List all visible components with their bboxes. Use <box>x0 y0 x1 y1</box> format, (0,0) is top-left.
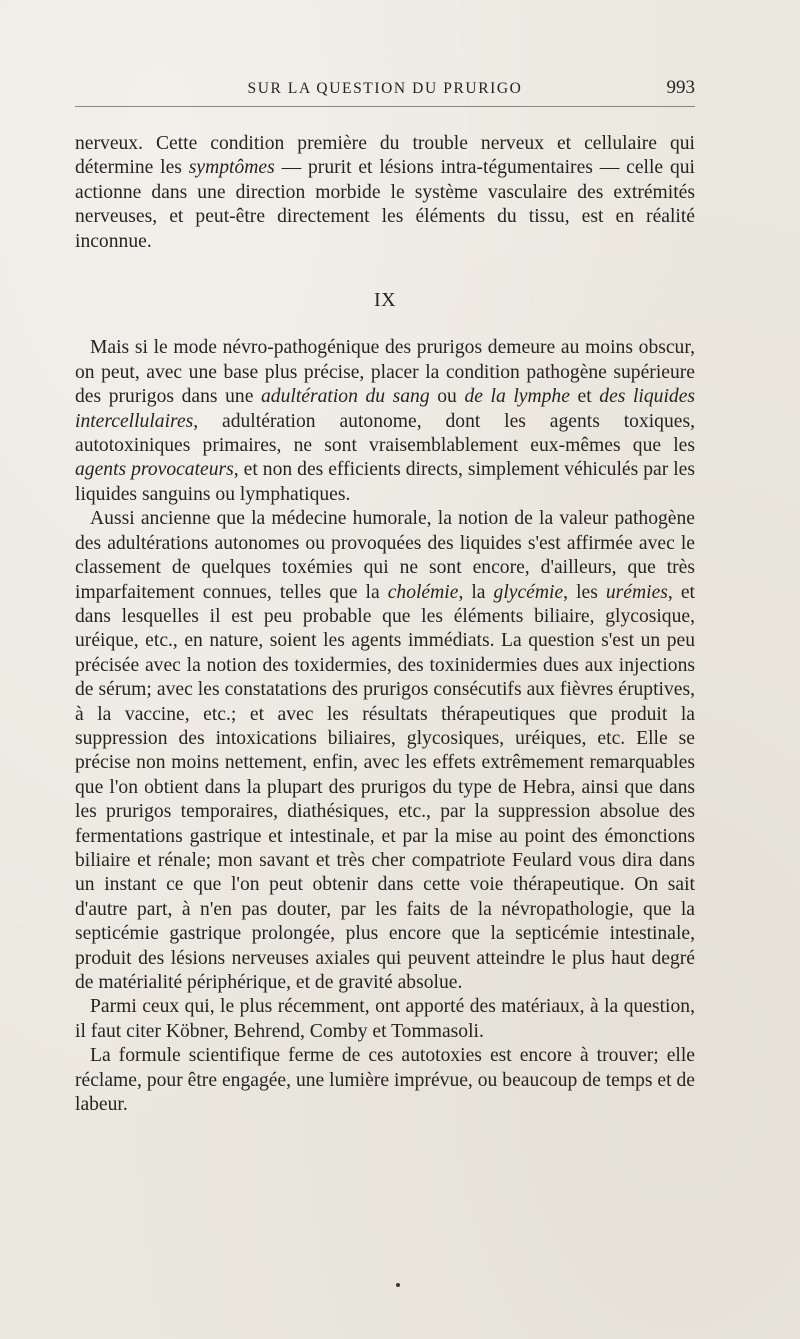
p2-italic-4: agents provocateurs <box>75 459 234 481</box>
paragraph-5: La formule scientifique ferme de ces autotoxies est encore à trouver; elle réclame, pour être engagée, une lumière imprévue, ou beaucoup de temps et de labeur. <box>75 1045 695 1116</box>
p2-text-a: Mais si le mode névro-pathogénique des prurigos demeure au moins obscur, on peut, avec une base plus précise, placer la condition pathogène supérieure des prurigos dans une <box>75 337 695 408</box>
header-rule <box>75 106 695 107</box>
p2-text-c: et <box>569 386 600 408</box>
running-title: SUR LA QUESTION DU PRURIGO <box>247 80 523 97</box>
p3-text-b: , la <box>458 581 494 603</box>
paragraph-1 <box>75 132 695 254</box>
p2-text-e: , et non des efficients directs, simplement véhiculés par les liquides sanguins ou lymphatiques. <box>75 459 695 505</box>
p3-text-d: , et dans lesquelles il est peu probable que les éléments biliaire, glycosique, uréique, etc., en nature, soient les agents immédiats. La question s'est un peu précisée avec la notion des toxidermies, des toxinidermies dues aux injections de sérum; avec les constatations des prurigos consécutifs aux fièvres éruptives, à la vaccine, etc.; et avec les résultats thérapeutiques que produit la suppression des intoxications biliaires, glycosiques, uréiques, etc. Elle se précise non moins nettement, enfin, avec les effets extrêmement remarquables que l'on obtient dans la plupart des prurigos du type de Hebra, ainsi que dans les prurigos temporaires, diathésiques, etc., par la suppression absolue des fermentations gastrique et intestinale, et par la mise au point des émonctions biliaire et rénale; mon savant et très cher compatriote Feulard vous dira dans un instant ce que l'on peut obtenir dans cette voie thérapeutique. On sait d'autre part, à n'en pas douter, par les faits de la névropathologie, que la septicémie gastrique prolongée, plus encore que la septicémie intestinale, produit des lésions nerveuses axiales qui peuvent atteindre le plus haut degré de matérialité périphérique, et de gravité absolue. <box>75 581 695 993</box>
p3-italic-uremies: urémies <box>605 581 668 603</box>
p3-text-c: , les <box>563 581 606 603</box>
p2-text-b: ou <box>429 386 465 408</box>
paragraph-2 <box>75 336 695 507</box>
page-number: 993 <box>666 77 695 98</box>
print-speck <box>396 1283 400 1287</box>
p2-italic-1: adultération du sang <box>260 386 430 408</box>
section-heading: IX <box>373 289 397 312</box>
paragraph-4: Parmi ceux qui, le plus récemment, ont apporté des matériaux, à la question, il faut citer Köbner, Behrend, Comby et Tommasoli. <box>75 996 695 1042</box>
p2-italic-2: de la lymphe <box>464 386 570 408</box>
p1-text-b: — prurit et lésions intra-tégumentaires — celle qui actionne dans une direction morbide le système vasculaire des extrémités nerveuses, et peut-être directement les éléments du tissu, est en réalité inconnue. <box>75 157 695 252</box>
p2-italic-3: des liquides intercellulaires <box>75 386 696 432</box>
p1-text-a: nerveux. Cette condition première du trouble nerveux et cellulaire qui détermine les <box>75 133 695 179</box>
p3-italic-cholemie: cholémie <box>387 581 459 603</box>
p3-italic-glycemie: glycémie <box>493 581 564 603</box>
body-text <box>75 132 695 1117</box>
p1-italic-symptomes: symptômes <box>188 157 275 179</box>
paragraph-3 <box>75 507 695 995</box>
p3-text-a: Aussi ancienne que la médecine humorale, la notion de la valeur pathogène des adultérations autonomes ou provoquées des liquides s'est affirmée avec le classement de quelques toxémies qui ne sont encore, d'ailleurs, que très imparfaitement connues, telles que la <box>75 508 695 603</box>
running-head <box>75 77 695 104</box>
p2-text-d: , adultération autonome, dont les agents toxiques, autotoxiniques primaires, ne sont vraisemblablement eux-mêmes que les <box>75 410 695 457</box>
